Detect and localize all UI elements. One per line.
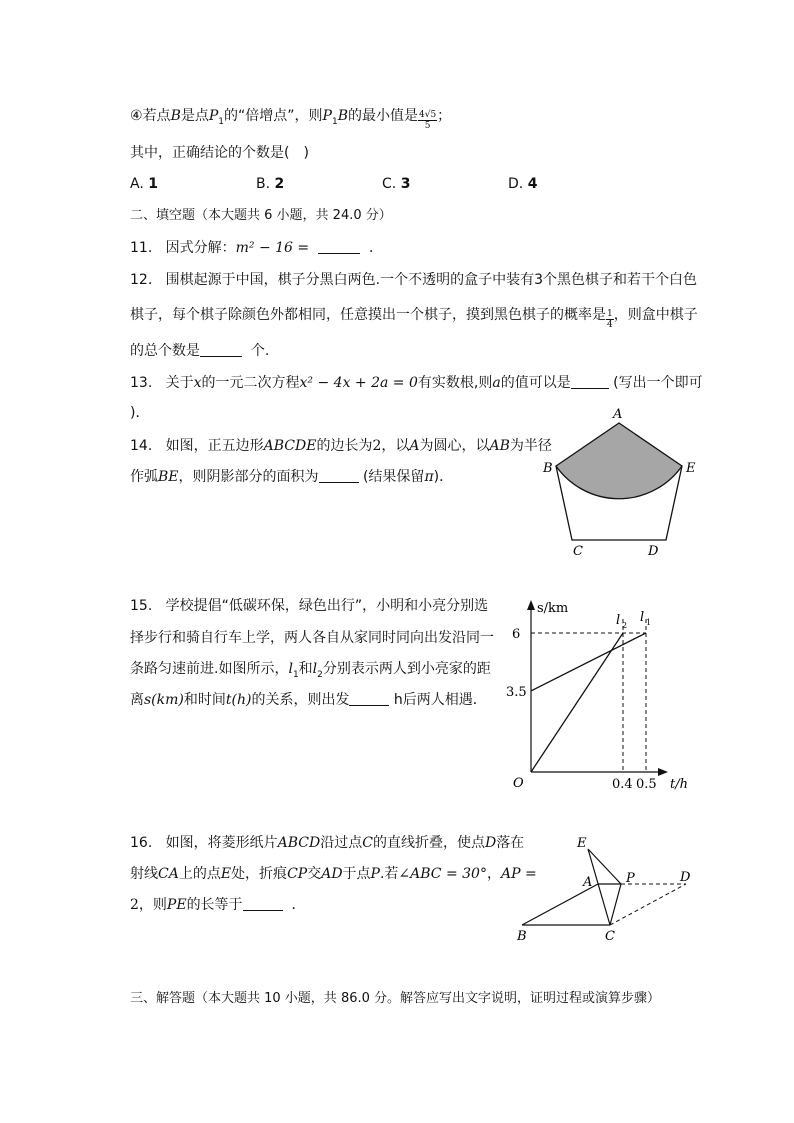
text: .若	[379, 866, 399, 882]
series-label-l1: l	[640, 609, 645, 625]
text: ；	[437, 108, 452, 124]
origin-label: O	[513, 776, 524, 791]
text: 的边长为	[316, 438, 373, 454]
equation: x² − 4x + 2a = 0	[299, 375, 418, 391]
choice-label: C.	[382, 176, 401, 192]
var: B	[337, 108, 348, 124]
label-A: A	[583, 875, 593, 890]
segment-CP	[610, 884, 621, 925]
text: 的“倍增点”，则	[224, 108, 323, 124]
text: 和	[298, 661, 313, 677]
text: ，则	[138, 897, 167, 913]
label-D: D	[648, 544, 659, 559]
label-A: A	[613, 407, 623, 422]
choice-value: 4	[527, 176, 538, 192]
var: C	[362, 835, 373, 851]
var: π	[424, 469, 434, 485]
choice-label: A.	[130, 176, 149, 192]
var: B	[170, 108, 181, 124]
text: 处，折痕	[231, 866, 288, 882]
segment-AB	[522, 884, 598, 925]
label-C: C	[605, 929, 615, 944]
question-number: 12.	[130, 272, 153, 288]
series-label-l2: l	[616, 612, 621, 628]
choice-value: 2	[274, 176, 285, 192]
equation: ∠ABC = 30°	[398, 866, 487, 882]
text: 离	[130, 692, 144, 708]
text: 有实数根,则	[417, 375, 493, 391]
text: 棋子，每个棋子除颜色外都相同，任意摸出一个棋子，摸到黑色棋子的概率是	[130, 307, 606, 323]
text: 分别表示两人到小亮家的距	[322, 661, 491, 677]
text: 为半径	[509, 438, 552, 454]
label-P: P	[626, 871, 635, 886]
choice-value: 3	[400, 176, 411, 192]
text: ．	[291, 897, 306, 913]
var: a	[492, 375, 501, 391]
text: 落在	[496, 835, 525, 851]
subscript: 2	[317, 669, 323, 680]
section-2-title: 二、填空题（本大题共 6 小题，共 24.0 分）	[130, 208, 392, 223]
text: 如图，将菱形纸片	[165, 835, 278, 851]
choice-value: 1	[148, 176, 158, 192]
fraction-denominator: 4	[607, 320, 613, 330]
var: s(km)	[144, 692, 184, 708]
circled-number: ④	[130, 108, 143, 124]
value: 2	[130, 897, 139, 913]
x-axis-label: t/h	[670, 777, 688, 792]
text: 作弧	[130, 469, 158, 485]
text: 交	[307, 866, 322, 882]
series-label-l2-sub: 2	[622, 620, 628, 630]
x-tick-label: 0.4	[612, 777, 633, 792]
var: P	[322, 108, 332, 124]
text: 的总个数是	[130, 343, 200, 359]
text: 如图，正五边形	[165, 438, 264, 454]
text: 的直线折叠，使点	[372, 835, 485, 851]
text: ，以	[381, 438, 410, 454]
label-B: B	[543, 461, 553, 476]
fraction-numerator: 1	[607, 309, 613, 319]
label-C: C	[573, 544, 583, 559]
text: (写出一个即可	[613, 375, 703, 391]
text: 关于	[165, 375, 194, 391]
var: E	[220, 866, 232, 882]
text: 条路匀速前进.如图所示，	[130, 661, 289, 677]
text: 上的点	[178, 866, 221, 882]
question-number: 11.	[130, 240, 153, 256]
var: ABCDE	[263, 438, 317, 454]
label-B: B	[517, 929, 527, 944]
var: AD	[321, 866, 343, 882]
text: 个.	[250, 343, 270, 359]
text: ，	[486, 866, 501, 882]
var: CP	[287, 866, 308, 882]
expression: m² − 16 =	[235, 240, 310, 256]
text: 若点	[142, 108, 171, 124]
text: (结果保留	[362, 469, 425, 485]
var: l	[312, 661, 318, 677]
question-number: 13.	[130, 375, 153, 391]
fraction-denominator: 5	[424, 121, 431, 131]
text: 为圆心，以	[419, 438, 490, 454]
y-tick-label: 6	[512, 626, 521, 642]
choice-label: B.	[256, 176, 275, 192]
text: 沿过点	[320, 835, 363, 851]
text: h后两人相遇．	[393, 692, 487, 708]
text: 是点	[180, 108, 209, 124]
var: ABCD	[277, 835, 321, 851]
var: P	[208, 108, 219, 124]
text: 的值可以是	[500, 375, 571, 391]
choice-label: D.	[508, 176, 528, 192]
value: 2	[372, 438, 382, 454]
equation: AP =	[500, 866, 537, 882]
text: 和时间	[183, 692, 226, 708]
text: )．	[433, 469, 454, 485]
var: x	[193, 375, 202, 391]
series-label-l1-sub: 1	[646, 617, 652, 627]
subscript: 1	[218, 116, 225, 127]
section-3-title: 三、解答题（本大题共 10 小题，共 86.0 分。解答应写出文字说明，证明过程或演算步骤）	[130, 991, 661, 1006]
text: 学校提倡“低碳环保，绿色出行”，小明和小亮分别选	[165, 598, 489, 614]
question-15-line-2: 择步行和骑自行车上学，两人各自从家同时同向出发沿同一	[130, 630, 494, 646]
text: ．	[368, 240, 383, 256]
subscript: 1	[292, 669, 299, 680]
var: AB	[489, 438, 510, 454]
var: PE	[166, 897, 187, 913]
question-number: 14.	[130, 438, 153, 454]
var: l	[288, 661, 293, 677]
y-tick-label: 3.5	[506, 684, 527, 700]
text: 的长等于	[186, 897, 243, 913]
text: 的关系，则出发	[251, 692, 350, 708]
question-13-line-2: )．	[130, 405, 150, 421]
var: D	[484, 835, 497, 851]
question-number: 15.	[130, 598, 153, 614]
y-axis-label: s/km	[537, 601, 569, 616]
text: 于点	[342, 866, 371, 882]
label-D: D	[680, 870, 691, 885]
label-E: E	[686, 461, 696, 476]
question-number: 16.	[130, 835, 153, 851]
segment-CD-dashed	[610, 884, 686, 925]
var: P	[370, 866, 380, 882]
subscript: 1	[331, 116, 338, 127]
label-E: E	[577, 836, 587, 851]
fraction-numerator: 4√5	[418, 110, 437, 120]
question-stem: 其中，正确结论的个数是( )	[130, 145, 309, 161]
text: 围棋起源于中国，棋子分黑白两色.一个不透明的盒子中装有3个黑色棋子和若干个白色	[165, 272, 697, 288]
var: A	[409, 438, 420, 454]
var: t(h)	[225, 692, 252, 708]
x-tick-label: 0.5	[636, 777, 657, 792]
text: 的最小值是	[347, 108, 418, 124]
text: ，则阴影部分的面积为	[178, 469, 319, 485]
var: CA	[158, 866, 179, 882]
text: 因式分解：	[165, 240, 236, 256]
text: 射线	[130, 866, 158, 882]
var: BE	[158, 469, 179, 485]
text: 的一元二次方程	[201, 375, 300, 391]
text: ，则盒中棋子	[613, 307, 698, 323]
